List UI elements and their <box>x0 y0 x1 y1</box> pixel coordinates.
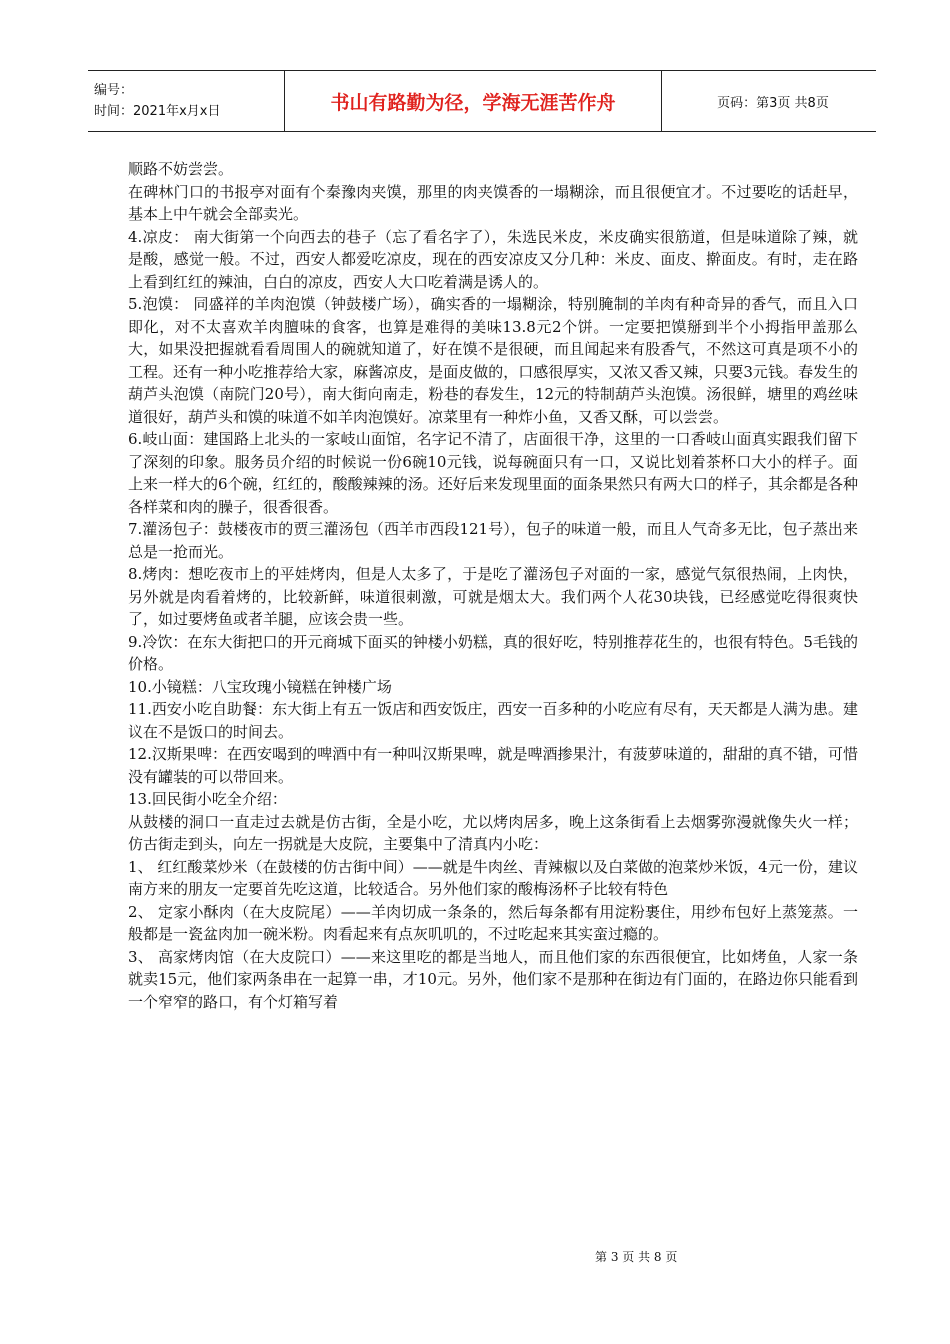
paragraph: 1、 红红酸菜炒米（在鼓楼的仿古街中间）——就是牛肉丝、青辣椒以及白菜做的泡菜炒米饭，4元一份，建议南方来的朋友一定要首先吃这道，比较适合。另外他们家的酸梅汤杯子比较有特色 <box>128 857 858 898</box>
paragraph: 5.泡馍： 同盛祥的羊肉泡馍（钟鼓楼广场），确实香的一塌糊涂，特别腌制的羊肉有种奇异的香气，而且入口即化，对不太喜欢羊肉膻味的食客，也算是难得的美味13.8元2个饼。一定要把馍掰到半个小拇指甲盖那么大，如果没把握就看看周围人的碗就知道了，好在馍不是很硬，而且闻起来有股香气，不然这可真是项不小的工程。还有一种小吃推荐给大家，麻酱凉皮，是面皮做的，口感很厚实，又浓又香又辣，只要3元钱。春发生的葫芦头泡馍（南院门20号），南大街向南走，粉巷的春发生，12元的特制葫芦头泡馍。汤很鲜，塘里的鸡丝味道很好，葫芦头和馍的味道不如羊肉泡馍好。凉菜里有一种炸小鱼，又香又酥，可以尝尝。 <box>128 295 858 426</box>
paragraph: 6.岐山面：建国路上北头的一家岐山面馆，名字记不清了，店面很干净，这里的一口香岐山面真实跟我们留下了深刻的印象。服务员介绍的时候说一份6碗10元钱，说每碗面只有一口，又说比划着茶杯口大小的样子。面上来一样大的6个碗，红红的，酸酸辣辣的汤。还好后来发现里面的面条果然只有两大口的样子，其余都是各种各样菜和肉的臊子，很香很香。 <box>128 430 858 516</box>
time-label: 时间：2021年x月x日 <box>94 104 221 119</box>
header-meta <box>88 71 284 131</box>
paragraph: 4.凉皮： 南大街第一个向西去的巷子（忘了看名字了），朱选民米皮，米皮确实很筋道，但是味道除了辣，就是酸，感觉一般。不过，西安人都爱吃凉皮，现在的西安凉皮又分几种：米皮、面皮、擀面皮。有时，走在路上看到红红的辣油，白白的凉皮，西安人大口吃着满是诱人的。 <box>128 227 858 291</box>
paragraph: 7.灌汤包子：鼓楼夜市的贾三灌汤包（西羊市西段121号），包子的味道一般，而且人气奇多无比，包子蒸出来总是一抢而光。 <box>128 520 858 561</box>
paragraph: 10.小镜糕：八宝玫瑰小镜糕在钟楼广场 <box>128 677 392 696</box>
paragraph: 11.西安小吃自助餐：东大街上有五一饭店和西安饭庄，西安一百多种的小吃应有尽有，天天都是人满为患。建议在不是饭口的时间去。 <box>128 700 858 741</box>
number-label: 编号： <box>94 83 134 98</box>
paragraph: 9.冷饮：在东大街把口的开元商城下面买的钟楼小奶糕，真的很好吃，特别推荐花生的，也很有特色。5毛钱的价格。 <box>128 632 858 673</box>
paragraph: 从鼓楼的洞口一直走过去就是仿古街，全是小吃，尤以烤肉居多，晚上这条街看上去烟雾弥漫就像失火一样；仿古街走到头，向左一拐就是大皮院，主要集中了清真内小吃： <box>128 812 858 853</box>
paragraph: 13.回民街小吃全介绍： <box>128 790 287 808</box>
page-label: 页码：第3页 共8页 <box>717 95 829 111</box>
motto-text: 书山有路勤为径，学海无涯苦作舟 <box>330 91 616 114</box>
paragraph: 顺路不妨尝尝。 <box>128 160 234 178</box>
header-motto <box>284 71 662 131</box>
footer-page-number: 第 3 页 共 8 页 <box>595 1250 678 1264</box>
paragraph: 2、 定家小酥肉（在大皮院尾）——羊肉切成一条条的，然后每条都有用淀粉裹住，用纱布包好上蒸笼蒸。一般都是一瓷盆肉加一碗米粉。肉看起来有点灰叽叽的，不过吃起来其实蛮过瘾的。 <box>128 902 858 943</box>
paragraph: 8.烤肉：想吃夜市上的平娃烤肉，但是人太多了，于是吃了灌汤包子对面的一家，感觉气氛很热闹，上肉快，另外就是肉看着烤的，比较新鲜，味道很刺激，可就是烟太大。我们两个人花30块钱，已经感觉吃得很爽快了，如过要烤鱼或者羊腿，应该会贵一些。 <box>128 565 858 628</box>
paragraph: 3、 高家烤肉馆（在大皮院口）——来这里吃的都是当地人，而且他们家的东西很便宜，比如烤鱼，人家一条就卖15元，他们家两条串在一起算一串，才10元。另外，他们家不是那种在街边有门面的，在路边你只能看到一个窄窄的路口，有个灯箱写着 <box>128 947 858 1011</box>
page-footer <box>595 1248 677 1265</box>
document-body <box>128 158 858 1013</box>
page-header <box>88 70 876 132</box>
paragraph: 在碑林门口的书报亭对面有个秦豫肉夹馍，那里的肉夹馍香的一塌糊涂，而且很便宜才。不过要吃的话赶早，基本上中午就会全部卖光。 <box>128 182 858 223</box>
header-page-info <box>662 71 876 131</box>
paragraph: 12.汉斯果啤：在西安喝到的啤酒中有一种叫汉斯果啤，就是啤酒掺果汁，有菠萝味道的，甜甜的真不错，可惜没有罐装的可以带回来。 <box>128 745 858 786</box>
